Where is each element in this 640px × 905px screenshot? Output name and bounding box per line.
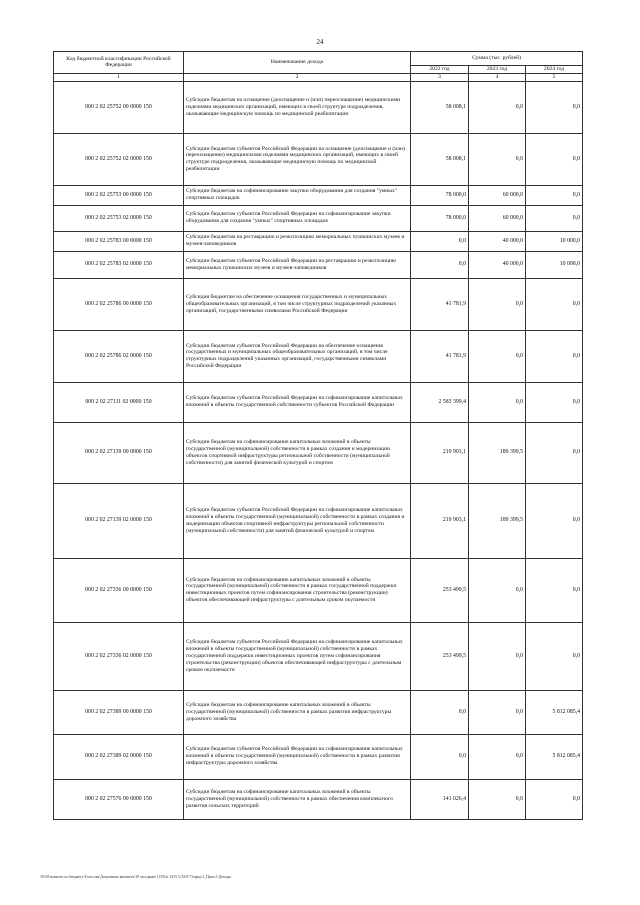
header-sum: Сумма (тыс. рублей)	[411, 52, 583, 66]
row-value-2022: 2 583 399,4	[411, 382, 469, 422]
row-value-2024: 0,0	[526, 558, 583, 622]
row-name: Субсидии бюджетам субъектов Российской Федерации на софинансирование капитальных вложений в объекты государственной (муниципальной) собственности в рамках создания и модернизации объектов спортивной инфраструктуры региональной собственности (муниципальной собственности) для занятий физической культурой и спортом	[184, 483, 411, 558]
header-year-2024: 2024 год	[526, 66, 583, 74]
row-value-2024: 0,0	[526, 330, 583, 382]
row-value-2023: 40 000,0	[469, 231, 526, 251]
table-row	[54, 734, 583, 779]
row-value-2022: 0,0	[411, 231, 469, 251]
header-year-2022: 2022 год	[411, 66, 469, 74]
row-name: Субсидии бюджетам субъектов Российской Федерации на оснащение (дооснащение и (или) переоснащение) медицинскими изделиями медицинских организаций, имеющих в своей структуре подразделения, оказывающие медицинскую помощь по медицинской реабилитации	[184, 133, 411, 185]
table-row	[54, 779, 583, 819]
row-value-2024: 0,0	[526, 205, 583, 231]
row-value-2024: 0,0	[526, 422, 583, 483]
table-row	[54, 330, 583, 382]
row-value-2022: 253 499,5	[411, 622, 469, 690]
table-row	[54, 185, 583, 205]
row-value-2024: 0,0	[526, 133, 583, 185]
col-num: 5	[526, 73, 583, 81]
row-name: Субсидии бюджетам на софинансирование закупки оборудования для создания "умных" спортивных площадок	[184, 185, 411, 205]
row-value-2024: 0,0	[526, 382, 583, 422]
row-code: 000 2 02 25786 00 0000 150	[54, 278, 184, 330]
table-row	[54, 483, 583, 558]
table-row	[54, 231, 583, 251]
row-value-2022: 0,0	[411, 690, 469, 734]
header-year-2023: 2023 год	[469, 66, 526, 74]
row-value-2023: 0,0	[469, 558, 526, 622]
col-num: 4	[469, 73, 526, 81]
row-value-2024: 10 000,0	[526, 251, 583, 278]
row-name: Субсидии бюджетам субъектов Российской Федерации на софинансирование капитальных вложений в объекты государственной собственности субъектов Российской Федерации	[184, 382, 411, 422]
row-code: 000 2 02 25783 02 0000 150	[54, 251, 184, 278]
row-value-2022: 219 903,1	[411, 422, 469, 483]
row-value-2022: 0,0	[411, 251, 469, 278]
row-value-2023: 0,0	[469, 622, 526, 690]
row-name: Субсидии бюджетам субъектов Российской Федерации на реставрацию и реэкспозицию мемориальных пушкинских музеев и музеев-заповедников	[184, 251, 411, 278]
table-row	[54, 278, 583, 330]
row-value-2024: 0,0	[526, 278, 583, 330]
row-code: 000 2 02 25752 00 0000 150	[54, 81, 184, 133]
footer-file-path: \\Fs01\комитет по бюджету\Голосова\Документы комитета\19 заседание (135)\п.1\(9) 3 (54Л-7)\прил.2_Прил.3 Доходы	[40, 875, 231, 879]
row-name: Субсидии бюджетам на софинансирование капитальных вложений в объекты государственной (муниципальной) собственности в рамках государственной поддержки инвестиционных проектов путем софинансирования строительства (реконструкции) объектов обеспечивающей инфраструктуры с длительным сроком окупаемости	[184, 558, 411, 622]
row-value-2022: 78 000,0	[411, 185, 469, 205]
row-value-2024: 0,0	[526, 185, 583, 205]
row-code: 000 2 02 27336 00 0000 150	[54, 558, 184, 622]
row-value-2022: 219 903,1	[411, 483, 469, 558]
table-row	[54, 690, 583, 734]
row-value-2023: 189 399,5	[469, 422, 526, 483]
row-code: 000 2 02 27389 00 0000 150	[54, 690, 184, 734]
row-value-2024: 0,0	[526, 81, 583, 133]
page-number: 24	[316, 38, 324, 46]
table-row	[54, 205, 583, 231]
row-code: 000 2 02 27139 02 0000 150	[54, 483, 184, 558]
col-num: 1	[54, 73, 184, 81]
row-value-2022: 41 781,9	[411, 278, 469, 330]
row-value-2024: 5 812 085,4	[526, 690, 583, 734]
row-value-2023: 60 000,0	[469, 185, 526, 205]
row-value-2023: 60 000,0	[469, 205, 526, 231]
row-value-2022: 58 008,1	[411, 81, 469, 133]
row-value-2024: 0,0	[526, 622, 583, 690]
row-name: Субсидии бюджетам субъектов Российской Федерации на софинансирование капитальных вложений в объекты государственной (муниципальной) собственности в рамках государственной поддержки инвестиционных проектов путем софинансирования строительства (реконструкции) объектов обеспечивающей инфраструктуры с длительным сроком окупаемости	[184, 622, 411, 690]
table-row	[54, 251, 583, 278]
row-name: Субсидии бюджетам на софинансирование капитальных вложений в объекты государственной (муниципальной) собственности в рамках обеспечения комплексного развития сельских территорий	[184, 779, 411, 819]
row-value-2023: 0,0	[469, 133, 526, 185]
table-row	[54, 382, 583, 422]
col-num: 3	[411, 73, 469, 81]
table-row	[54, 558, 583, 622]
row-value-2023: 0,0	[469, 330, 526, 382]
row-value-2024: 0,0	[526, 483, 583, 558]
row-value-2023: 189 399,5	[469, 483, 526, 558]
header-code: Код бюджетной классификации Российской Федерации	[54, 52, 184, 74]
budget-revenue-table	[53, 51, 583, 820]
row-code: 000 2 02 25753 00 0000 150	[54, 185, 184, 205]
row-code: 000 2 02 27336 02 0000 150	[54, 622, 184, 690]
row-value-2022: 141 026,4	[411, 779, 469, 819]
row-code: 000 2 02 27111 02 0000 150	[54, 382, 184, 422]
row-value-2023: 40 000,0	[469, 251, 526, 278]
row-value-2023: 0,0	[469, 382, 526, 422]
row-name: Субсидии бюджетам на софинансирование капитальных вложений в объекты государственной (муниципальной) собственности в рамках создания и модернизации объектов спортивной инфраструктуры региональной собственности (муниципальной собственности) для занятий физической культурой и спортом	[184, 422, 411, 483]
row-value-2022: 253 499,5	[411, 558, 469, 622]
row-name: Субсидии бюджетам субъектов Российской Федерации на обеспечение оснащения государственных и муниципальных общеобразовательных организаций, в том числе структурных подразделений указанных организаций, государственными символами Российской Федерации	[184, 330, 411, 382]
table-row	[54, 133, 583, 185]
row-value-2022: 78 000,0	[411, 205, 469, 231]
row-value-2023: 0,0	[469, 690, 526, 734]
row-value-2024: 10 000,0	[526, 231, 583, 251]
row-value-2022: 41 781,9	[411, 330, 469, 382]
row-code: 000 2 02 25752 02 0000 150	[54, 133, 184, 185]
row-value-2024: 0,0	[526, 779, 583, 819]
table-row	[54, 422, 583, 483]
row-name: Субсидии бюджетам субъектов Российской Федерации на софинансирование капитальных вложений в объекты государственной (муниципальной) собственности в рамках развития инфраструктуры дорожного хозяйства	[184, 734, 411, 779]
row-name: Субсидии бюджетам субъектов Российской Федерации на софинансирование закупки оборудования для создания "умных" спортивных площадок	[184, 205, 411, 231]
row-name: Субсидии бюджетам на софинансирование капитальных вложений в объекты государственной (муниципальной) собственности в рамках развития инфраструктуры дорожного хозяйства	[184, 690, 411, 734]
row-name: Субсидии бюджетам на реставрацию и реэкспозицию мемориальных пушкинских музеев и музеев-заповедников	[184, 231, 411, 251]
row-code: 000 2 02 27139 00 0000 150	[54, 422, 184, 483]
table-row	[54, 81, 583, 133]
header-name: Наименование дохода	[184, 52, 411, 74]
row-value-2023: 0,0	[469, 278, 526, 330]
row-name: Субсидия бюджетам на обеспечение оснащения государственных и муниципальных общеобразовательных организаций, в том числе структурных подразделений указанных организаций, государственными символами Российской Федерации	[184, 278, 411, 330]
row-name: Субсидии бюджетам на оснащение (дооснащение и (или) переоснащение) медицинскими изделиями медицинских организаций, имеющих в своей структуре подразделения, оказывающие медицинскую помощь по медицинской реабилитации	[184, 81, 411, 133]
row-value-2024: 5 812 085,4	[526, 734, 583, 779]
col-num: 2	[184, 73, 411, 81]
row-code: 000 2 02 25786 02 0000 150	[54, 330, 184, 382]
row-value-2022: 0,0	[411, 734, 469, 779]
row-value-2023: 0,0	[469, 779, 526, 819]
row-code: 000 2 02 27389 02 0000 150	[54, 734, 184, 779]
row-value-2023: 0,0	[469, 734, 526, 779]
row-code: 000 2 02 25753 02 0000 150	[54, 205, 184, 231]
row-value-2023: 0,0	[469, 81, 526, 133]
row-value-2022: 58 008,1	[411, 133, 469, 185]
table-row	[54, 622, 583, 690]
row-code: 000 2 02 27576 00 0000 150	[54, 779, 184, 819]
row-code: 000 2 02 25783 00 0000 150	[54, 231, 184, 251]
